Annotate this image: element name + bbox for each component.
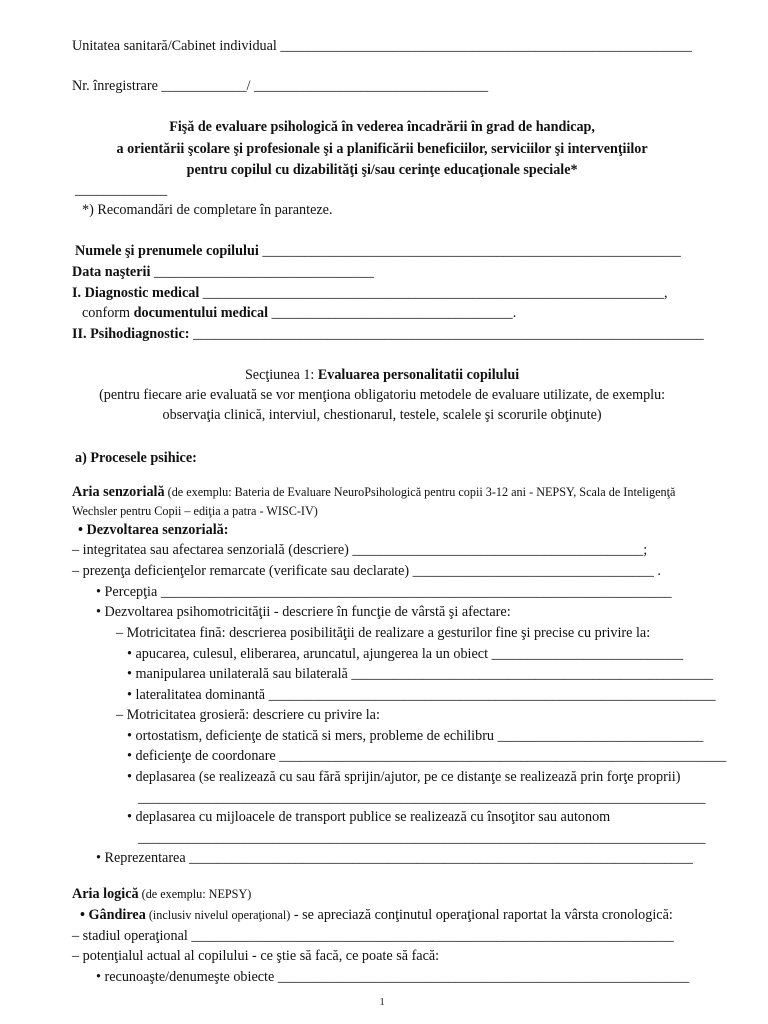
title-line-1: Fişă de evaluare psihologică în vederea încadrării în grad de handicap, xyxy=(169,119,595,135)
thinking-note: (inclusiv nivelul operaţional) xyxy=(145,908,291,922)
fine-motor: – Motricitatea fină: descrierea posibilităţii de realizare a gesturilor fine şi precise cu privire la: xyxy=(116,625,651,641)
footnote-rule: _____________ xyxy=(75,182,168,198)
diagnosis-blank[interactable]: _________________________________________________________________, xyxy=(202,285,668,301)
sensory-development: • Dezvoltarea senzorială: xyxy=(78,522,229,538)
fine-motor-item-2[interactable]: • manipularea unilaterală sau bilaterală ___________________________________________________ xyxy=(127,666,714,682)
section-heading xyxy=(0,366,764,384)
dob-line xyxy=(72,263,374,281)
unit-blank[interactable]: __________________________________________________________ xyxy=(280,38,692,54)
page-number: 1 xyxy=(379,997,385,1008)
gross-motor-item-3-blank[interactable]: ________________________________________________________________________________ xyxy=(138,790,706,806)
logic-area-line xyxy=(72,885,251,903)
gross-motor-item-4: • deplasarea cu mijloacele de transport publice se realizează cu însoţitor sau autonom xyxy=(127,809,611,825)
conform-line xyxy=(82,304,516,322)
sensory-area-label: Aria senzorială xyxy=(72,484,165,500)
sensory-area-line xyxy=(72,483,675,501)
child-name-label: Numele şi prenumele copilului xyxy=(75,243,259,259)
logic-area-note: (de exemplu: NEPSY) xyxy=(138,887,252,901)
dob-label: Data naşterii xyxy=(72,264,151,280)
psychodiagnostic-label: II. Psihodiagnostic: xyxy=(72,326,190,342)
thinking-label: • Gândirea xyxy=(80,907,146,923)
unit-label: Unitatea sanitară/Cabinet individual xyxy=(72,38,277,54)
diagnosis-label: I. Diagnostic medical xyxy=(72,285,200,301)
unit-line xyxy=(72,37,692,55)
section-note-2: observaţia clinică, interviul, chestionarul, testele, scalele şi scorurile obţinute) xyxy=(162,407,602,423)
conform-blank[interactable]: __________________________________. xyxy=(268,305,517,321)
representation[interactable]: • Reprezentarea _______________________________________________________________________ xyxy=(96,850,693,866)
gross-motor-item-4-blank[interactable]: ________________________________________________________________________________ xyxy=(138,830,706,846)
conform-prefix: conform xyxy=(82,305,134,321)
thinking-rest: - se apreciază conţinutul operaţional raportat la vârsta cronologică: xyxy=(290,907,673,923)
section-note-1: (pentru fiecare arie evaluată se vor menţiona obligatoriu metodele de evaluare utilizate, de exemplu: xyxy=(99,387,666,403)
sensory-area-note-2: Wechsler pentru Copii – ediţia a patra - WISC-IV) xyxy=(72,504,318,518)
registration-line[interactable]: Nr. înregistrare ____________/ _________________________________ xyxy=(72,78,489,94)
conform-bold: documentului medical xyxy=(133,305,269,321)
current-potential: – potenţialul actual al copilului - ce ştie să facă, ce poate să facă: xyxy=(72,948,440,964)
title-line-2: a orientării şcolare şi profesionale şi a planificării beneficiilor, serviciilor şi intervenţiilor xyxy=(116,141,648,157)
sensory-area-note: (de exemplu: Bateria de Evaluare NeuroPsihologică pentru copii 3-12 ani - NEPSY, Scala de Inteligenţă xyxy=(164,485,676,499)
processes-heading: a) Procesele psihice: xyxy=(75,450,197,466)
fine-motor-item-3[interactable]: • lateralitatea dominantă _______________________________________________________________ xyxy=(127,687,716,703)
recognizes-objects[interactable]: • recunoaşte/denumeşte obiecte __________________________________________________________ xyxy=(96,969,690,985)
gross-motor-item-1[interactable]: • ortostatism, deficienţe de statică si mers, probleme de echilibru _____________________________ xyxy=(127,728,704,744)
gross-motor: – Motricitatea grosieră: descriere cu privire la: xyxy=(116,707,380,723)
title-line-3: pentru copilul cu dizabilităţi şi/sau cerinţe educaţionale speciale* xyxy=(186,162,578,178)
sensory-integrity[interactable]: – integritatea sau afectarea senzorială (descriere) _________________________________________; xyxy=(72,542,648,558)
perception[interactable]: • Percepţia ________________________________________________________________________ xyxy=(96,584,672,600)
deficiencies-presence[interactable]: – prezenţa deficienţelor remarcate (verificate sau declarate) __________________________________ . xyxy=(72,563,661,579)
psychomotor-development: • Dezvoltarea psihomotricităţii - descriere în funcţie de vârstă şi afectare: xyxy=(96,604,511,620)
logic-area-label: Aria logică xyxy=(72,886,139,902)
operational-stage[interactable]: – stadiul operaţional ____________________________________________________________________ xyxy=(72,928,674,944)
child-name-blank[interactable]: ___________________________________________________________ xyxy=(262,243,681,259)
footnote-text: *) Recomandări de completare în paranteze. xyxy=(82,202,333,218)
gross-motor-item-3: • deplasarea (se realizează cu sau fără sprijin/ajutor, pe ce distanţe se realizează prin forţe proprii) xyxy=(127,769,681,785)
thinking-line xyxy=(80,906,673,924)
psychodiagnostic-blank[interactable]: ________________________________________________________________________ xyxy=(193,326,704,342)
child-name-line xyxy=(75,242,681,260)
psychodiagnostic-line xyxy=(72,325,704,343)
section-title: Evaluarea personalitatii copilului xyxy=(317,367,520,383)
gross-motor-item-2[interactable]: • deficienţe de coordonare _______________________________________________________________ xyxy=(127,748,727,764)
fine-motor-item-1[interactable]: • apucarea, culesul, eliberarea, aruncatul, ajungerea la un obiect ___________________________ xyxy=(127,646,684,662)
dob-blank[interactable]: _______________________________ xyxy=(153,264,374,280)
section-prefix: Secţiunea 1: xyxy=(244,367,318,383)
diagnosis-line xyxy=(72,284,667,302)
